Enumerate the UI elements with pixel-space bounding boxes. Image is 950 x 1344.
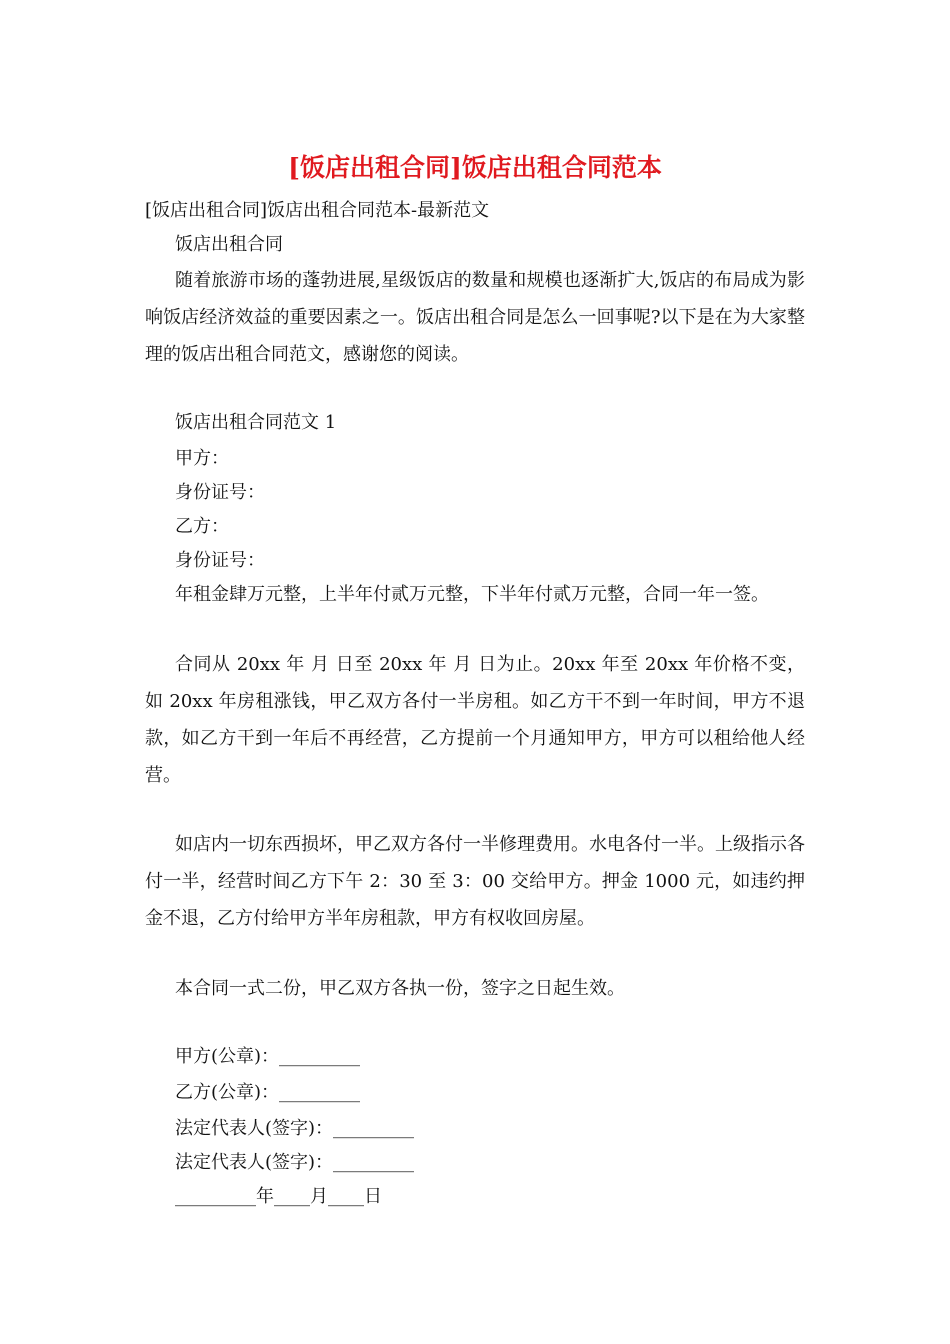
copies-clause: 本合同一式二份，甲乙双方各执一份，签字之日起生效。	[175, 978, 625, 999]
sample-title: 饭店出租合同范文 1	[175, 412, 337, 433]
party-a-label: 甲方：	[175, 448, 229, 469]
representative-b-sign-line: 法定代表人(签字)：_________	[175, 1152, 415, 1173]
damage-clause: 如店内一切东西损坏，甲乙双方各付一半修理费用。水电各付一半。上级指示各付一半，经营时间乙方下午 2：30 至 3：00 交给甲方。押金 1000 元，如违约押金不退，乙方付给甲方半年房租款，甲方有权收回房屋。	[145, 834, 805, 929]
party-a-seal-line: 甲方(公章)：_________	[175, 1046, 361, 1067]
intro-paragraph: 随着旅游市场的蓬勃进展,星级饭店的数量和规模也逐渐扩大,饭店的布局成为影响饭店经济效益的重要因素之一。饭店出租合同是怎么一回事呢?以下是在为大家整理的饭店出租合同范文，感谢您的阅读。	[145, 270, 805, 365]
party-b-id-label: 身份证号：	[175, 550, 265, 571]
term-clause: 合同从 20xx 年 月 日至 20xx 年 月 日为止。20xx 年至 20xx 年价格不变，如 20xx 年房租涨钱，甲乙双方各付一半房租。如乙方干不到一年时间，甲方不退款，如乙方干到一年后不再经营，乙方提前一个月通知甲方，甲方可以租给他人经营。	[145, 654, 805, 786]
date-line: _________年____月____日	[175, 1186, 382, 1207]
party-b-label: 乙方：	[175, 516, 229, 537]
document-title: [饭店出租合同]饭店出租合同范本	[288, 153, 662, 182]
document-subtitle: [饭店出租合同]饭店出租合同范本-最新范文	[145, 200, 490, 221]
document-heading: 饭店出租合同	[175, 234, 283, 255]
representative-a-sign-line: 法定代表人(签字)：_________	[175, 1118, 415, 1139]
rent-clause: 年租金肆万元整，上半年付贰万元整，下半年付贰万元整，合同一年一签。	[175, 584, 769, 605]
party-a-id-label: 身份证号：	[175, 482, 265, 503]
party-b-seal-line: 乙方(公章)：_________	[175, 1082, 361, 1103]
